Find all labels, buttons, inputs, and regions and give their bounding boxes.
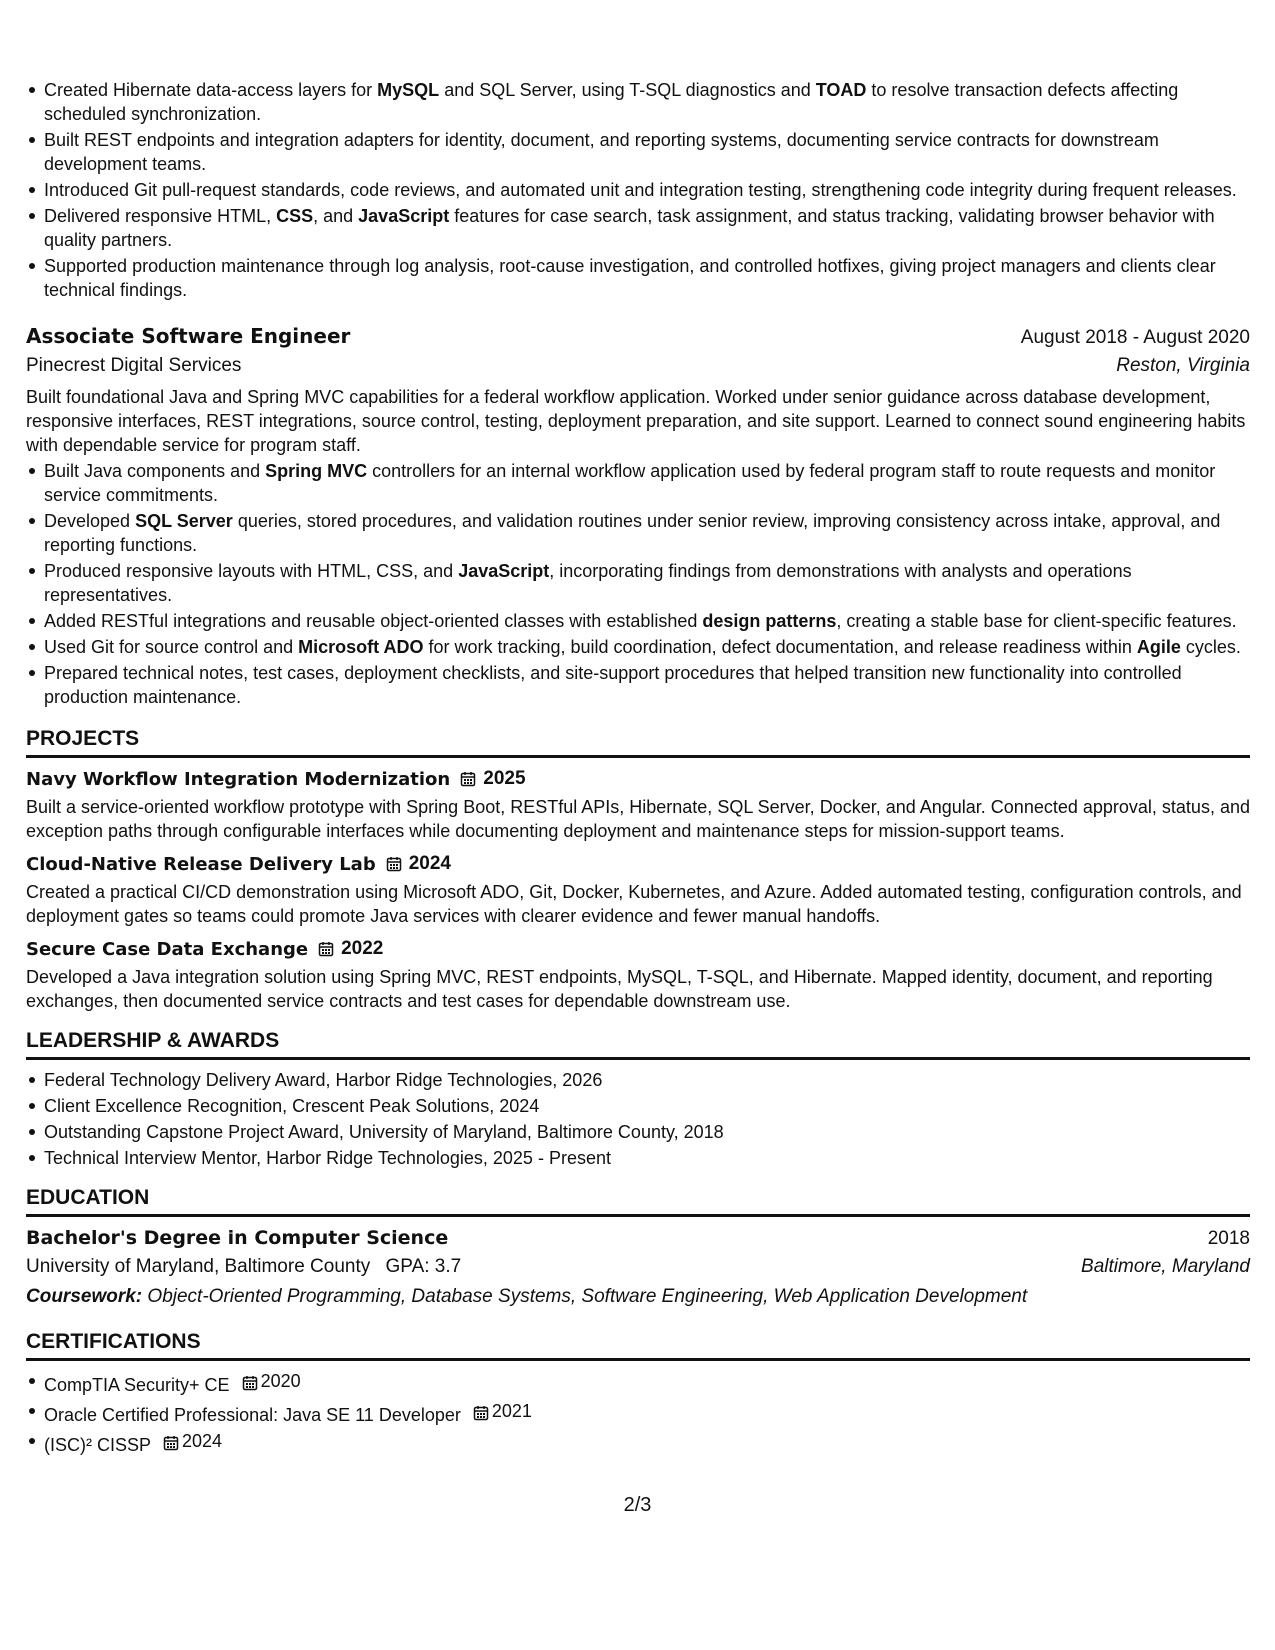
job-bullet-list — [26, 459, 1250, 709]
project-year: 2022 — [341, 938, 384, 959]
certification-item — [44, 1429, 1250, 1457]
project-item — [26, 853, 1250, 928]
bullet-item: Added RESTful integrations and reusable object-oriented classes with established design patterns, creating a stable base for client-specific features. — [44, 609, 1250, 633]
certification-item — [44, 1369, 1250, 1397]
section-heading-awards: LEADERSHIP & AWARDS — [26, 1029, 1250, 1060]
calendar-icon — [318, 941, 334, 957]
certification-name: (ISC)² CISSP — [44, 1435, 152, 1455]
award-item: Client Excellence Recognition, Crescent Peak Solutions, 2024 — [44, 1094, 1250, 1118]
section-heading-projects: PROJECTS — [26, 727, 1250, 758]
coursework — [26, 1286, 1250, 1308]
bullet-item: Built Java components and Spring MVC controllers for an internal workflow application used by federal program staff to route requests and monitor service commitments. — [44, 459, 1250, 507]
degree: Bachelor's Degree in Computer Science — [26, 1227, 449, 1249]
job-location: Reston, Virginia — [1116, 355, 1250, 376]
job-summary: Built foundational Java and Spring MVC capabilities for a federal workflow application. Worked under senior guidance across database development, responsive interfaces, REST integrations, source control, testing, deployment preparation, and site support. Learned to connect sound engineering habits with dependable service for program staff. — [26, 387, 1246, 455]
bullet-item: Introduced Git pull-request standards, code reviews, and automated unit and integration testing, strengthening code integrity during frequent releases. — [44, 178, 1250, 202]
coursework-list: Object-Oriented Programming, Database Systems, Software Engineering, Web Application Development — [147, 1286, 1028, 1307]
page-number: 2/3 — [623, 1494, 652, 1516]
certification-year: 2020 — [260, 1371, 301, 1391]
project-item — [26, 768, 1250, 843]
bullet-item: Developed SQL Server queries, stored procedures, and validation routines under senior review, improving consistency across intake, approval, and reporting functions. — [44, 509, 1250, 557]
project-item — [26, 938, 1250, 1013]
bullet-item: Used Git for source control and Microsoft ADO for work tracking, build coordination, defect documentation, and release readiness within Agile cycles. — [44, 635, 1250, 659]
bullet-item: Prepared technical notes, test cases, deployment checklists, and site-support procedures that helped transition new functionality into controlled production maintenance. — [44, 661, 1250, 709]
project-description: Created a practical CI/CD demonstration using Microsoft ADO, Git, Docker, Kubernetes, and Azure. Added automated testing, configuration controls, and deployment gates so teams could promote Java services with clearer evidence and fewer manual handoffs. — [26, 882, 1242, 926]
calendar-icon — [473, 1403, 489, 1419]
project-year: 2025 — [483, 768, 526, 789]
coursework-label: Coursework: — [26, 1286, 143, 1307]
education-entry — [26, 1227, 1250, 1308]
calendar-icon — [386, 856, 402, 872]
job-entry — [26, 324, 1250, 709]
job-title: Associate Software Engineer — [26, 324, 351, 348]
certifications-list — [26, 1369, 1250, 1457]
section-heading-education: EDUCATION — [26, 1186, 1250, 1217]
award-item: Federal Technology Delivery Award, Harbor Ridge Technologies, 2026 — [44, 1068, 1250, 1092]
certification-name: CompTIA Security+ CE — [44, 1375, 230, 1395]
certification-year: 2021 — [491, 1401, 532, 1421]
calendar-icon — [460, 771, 476, 787]
certification-year: 2024 — [182, 1431, 223, 1451]
resume-page — [26, 78, 1250, 1459]
experience-bullet-list — [26, 78, 1250, 302]
company-name: Pinecrest Digital Services — [26, 355, 242, 376]
section-heading-certifications: CERTIFICATIONS — [26, 1330, 1250, 1361]
school-name: University of Maryland, Baltimore County — [26, 1256, 371, 1277]
bullet-item: Supported production maintenance through log analysis, root-cause investigation, and controlled hotfixes, giving project managers and clients clear technical findings. — [44, 254, 1250, 302]
bullet-item: Created Hibernate data-access layers for MySQL and SQL Server, using T-SQL diagnostics and TOAD to resolve transaction defects affecting scheduled synchronization. — [44, 78, 1250, 126]
award-item: Outstanding Capstone Project Award, University of Maryland, Baltimore County, 2018 — [44, 1120, 1250, 1144]
graduation-year: 2018 — [1207, 1228, 1250, 1249]
calendar-icon — [163, 1433, 179, 1449]
award-item: Technical Interview Mentor, Harbor Ridge Technologies, 2025 - Present — [44, 1146, 1250, 1170]
bullet-item: Produced responsive layouts with HTML, CSS, and JavaScript, incorporating findings from demonstrations with analysts and operations representatives. — [44, 559, 1250, 607]
project-description: Built a service-oriented workflow prototype with Spring Boot, RESTful APIs, Hibernate, SQL Server, Docker, and Angular. Connected approval, status, and exception paths through configurable interfaces while documenting deployment and maintenance steps for mission-support teams. — [26, 797, 1250, 841]
calendar-icon — [242, 1373, 258, 1389]
certification-item — [44, 1399, 1250, 1427]
gpa: GPA: 3.7 — [385, 1256, 462, 1277]
projects-list — [26, 768, 1250, 1013]
project-name: Secure Case Data Exchange — [26, 938, 309, 960]
bullet-item: Delivered responsive HTML, CSS, and JavaScript features for case search, task assignment, and status tracking, validating browser behavior with quality partners. — [44, 204, 1250, 252]
project-name: Navy Workflow Integration Modernization — [26, 768, 451, 790]
job-dates: August 2018 - August 2020 — [1020, 327, 1250, 348]
project-name: Cloud-Native Release Delivery Lab — [26, 853, 376, 875]
awards-list — [26, 1068, 1250, 1170]
project-description: Developed a Java integration solution using Spring MVC, REST endpoints, MySQL, T-SQL, and Hibernate. Mapped identity, document, and reporting exchanges, then documented service contracts and test cases for dependable downstream use. — [26, 967, 1213, 1011]
bullet-item: Built REST endpoints and integration adapters for identity, document, and reporting systems, documenting service contracts for downstream development teams. — [44, 128, 1250, 176]
project-year: 2024 — [408, 853, 451, 874]
school-location: Baltimore, Maryland — [1081, 1256, 1250, 1277]
certification-name: Oracle Certified Professional: Java SE 11 Developer — [44, 1405, 461, 1425]
